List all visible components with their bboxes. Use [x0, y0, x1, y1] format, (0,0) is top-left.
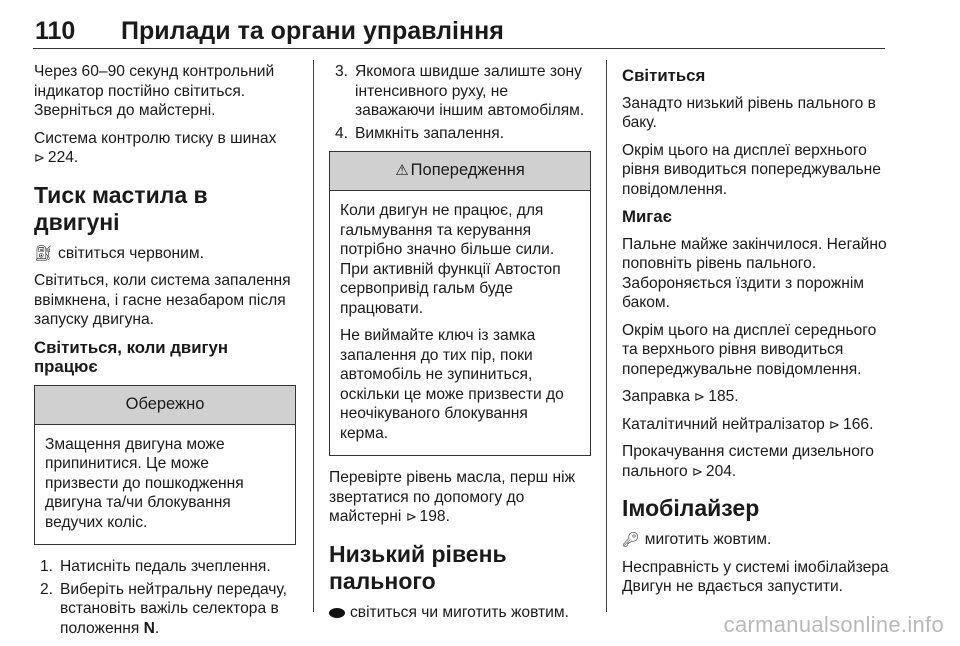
paragraph-text: світиться червоним.	[58, 244, 204, 262]
page-reference[interactable]: 224.	[47, 149, 79, 166]
page-reference[interactable]: 204.	[705, 462, 737, 480]
paragraph-text: Каталітичний нейтралізатор	[622, 415, 825, 433]
paragraph	[329, 468, 591, 527]
column-divider	[313, 60, 314, 612]
car-key-icon: 🔑︎	[622, 531, 640, 547]
gear-position: N	[143, 619, 155, 637]
paragraph-text: світиться чи миготить жовтим.	[350, 603, 569, 621]
watermark: carmanualsonline.info	[723, 612, 944, 637]
paragraph	[34, 129, 296, 168]
caution-title: Обережно	[35, 386, 295, 425]
page-reference-icon: ⊲	[694, 389, 706, 404]
paragraph-text: Система контролю тиску в шинах	[34, 129, 277, 147]
paragraph-text: миготить жовтим.	[644, 531, 772, 548]
section-heading-low-fuel: Низький рівень пального	[329, 540, 507, 594]
warning-header	[330, 152, 590, 191]
paragraph	[622, 387, 892, 407]
subheading-blinking: Мигає	[622, 207, 672, 226]
page-reference-icon: ⊲	[34, 150, 45, 165]
paragraph: Світиться, коли система запалення ввімкнена, і гасне незабаром після запуску двигуна.	[34, 272, 291, 328]
column-1	[34, 62, 296, 646]
warning-triangle-icon: ⚠	[395, 162, 409, 180]
list-item	[329, 62, 591, 121]
step-text: Натисніть педаль зчеплення.	[60, 558, 271, 575]
paragraph: Несправність у системі імобілайзера Двигун не вдається запустити.	[622, 558, 889, 595]
paragraph	[329, 603, 591, 623]
step-text-end: .	[154, 619, 160, 637]
paragraph-text: Перевірте рівень масла, перш ніж звертатися по допомогу до майстерні	[329, 469, 576, 525]
step-number: 1.	[40, 558, 54, 575]
list-item	[329, 124, 591, 144]
page-reference-icon: ⊲	[692, 463, 703, 479]
paragraph-text: Прокачування системи дизельного пального	[622, 443, 874, 480]
warning-text: Коли двигун не працює, для гальмування та керування потрібно значно більше сили. При активній функції Автостоп сервопривід гальм буде працювати.	[340, 202, 561, 317]
caution-text: Змащення двигуна може припинитися. Це може призвести до пошкодження двигуна та/чи блокування ведучих коліс.	[45, 435, 244, 531]
page-reference[interactable]: 166.	[843, 415, 874, 433]
paragraph: Окрім цього на дисплеї середнього та верхнього рівня виводиться попереджувальне повідомлення.	[622, 321, 877, 378]
page-number: 110	[35, 17, 76, 45]
warning-title: Попередження	[410, 161, 525, 180]
step-number: 3.	[335, 63, 349, 80]
running-title: Прилади та органи управління	[121, 17, 504, 45]
step-text: Якомога швидше залиште зону інтенсивного руху, не заважаючи іншим автомобілям.	[355, 63, 585, 119]
column-2	[329, 62, 591, 630]
page-reference-icon: ⊲	[405, 509, 417, 524]
paragraph	[622, 530, 892, 550]
steps-list	[329, 62, 591, 143]
paragraph: Через 60–90 секунд контрольний індикатор постійно світиться. Зверніться до майстерні.	[34, 63, 275, 119]
caution-box	[34, 385, 296, 546]
step-text: Вимкніть запалення.	[355, 124, 505, 142]
oil-can-icon: ⛽︎	[34, 244, 54, 262]
list-item	[34, 580, 296, 639]
subheading-lit: Світиться	[622, 66, 706, 85]
step-number: 2.	[40, 580, 54, 598]
section-heading-immobilizer: Імобілайзер	[622, 495, 760, 521]
section-heading-oil-pressure: Тиск мастила в двигуні	[34, 181, 208, 235]
page-reference[interactable]: 198.	[419, 508, 450, 525]
paragraph-text: Заправка	[622, 388, 691, 405]
paragraph: Пальне майже закінчилося. Негайно поповніть рівень пального. Забороняється їздити з порожнім баком.	[622, 235, 887, 311]
warning-text: Не виймайте ключ із замка запалення до тих пір, поки автомобіль не зупиниться, оскільки це може призвести до неочікуваного блокування керма.	[340, 327, 564, 442]
paragraph: Занадто низький рівень пального в баку.	[622, 94, 876, 131]
column-3	[622, 62, 892, 605]
page-reference-icon: ⊲	[829, 416, 841, 432]
column-divider	[606, 60, 607, 612]
fuel-indicator-icon	[329, 608, 345, 618]
list-item	[34, 557, 296, 577]
page-reference[interactable]: 185.	[708, 388, 739, 405]
paragraph: Окрім цього на дисплеї верхнього рівня виводиться попереджувальне повідомлення.	[622, 141, 881, 198]
paragraph	[622, 442, 892, 481]
subheading-running: Світиться, коли двигун працює	[34, 337, 229, 376]
paragraph	[622, 415, 892, 435]
page-header	[33, 8, 885, 49]
step-text: Виберіть нейтральну передачу, встановіть важіль селектора в положення	[60, 580, 287, 637]
step-number: 4.	[335, 124, 349, 142]
steps-list	[34, 557, 296, 638]
warning-box	[329, 151, 591, 456]
paragraph	[34, 244, 296, 264]
